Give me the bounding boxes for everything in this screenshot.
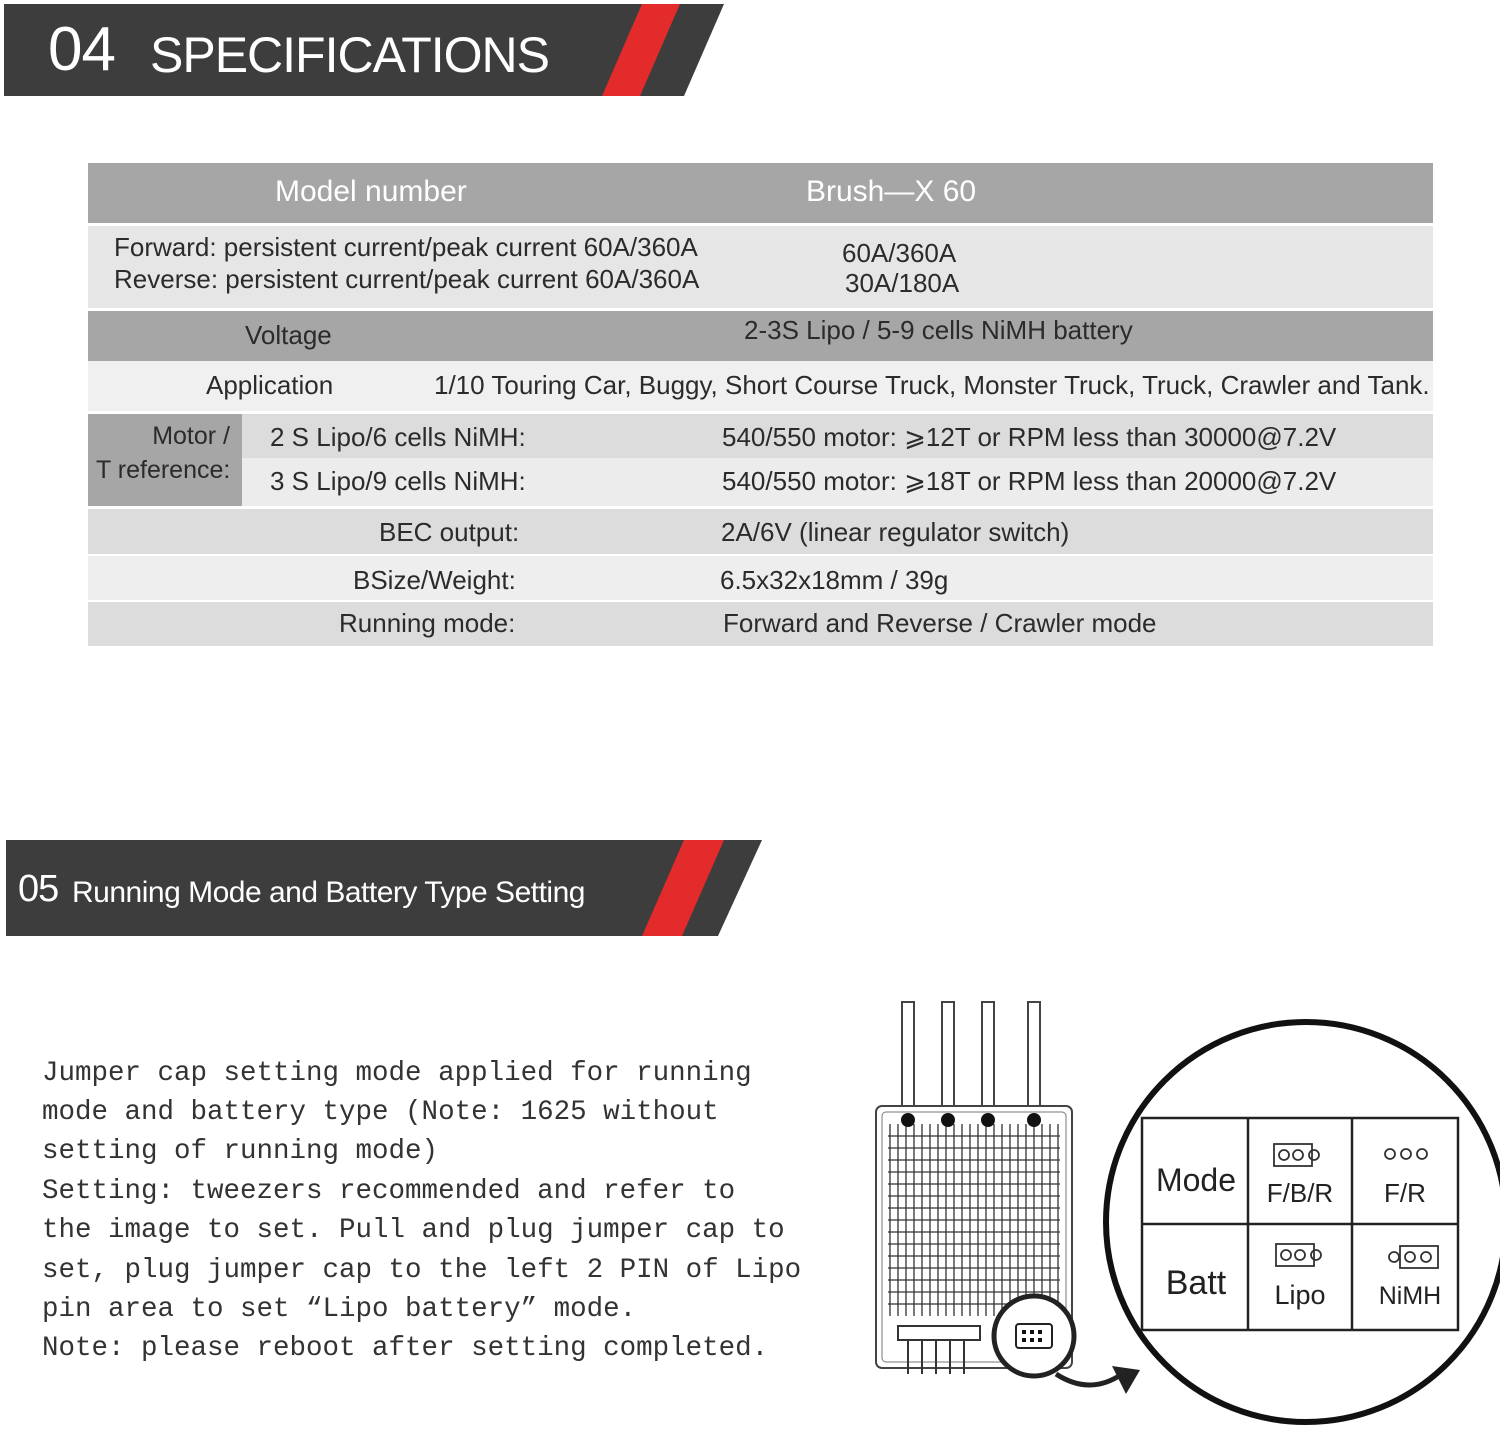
motor-label-line1: Motor /	[152, 422, 230, 450]
current-row	[88, 226, 1433, 308]
running-mode-label: Running mode:	[339, 608, 516, 638]
motor-battery-3s: 3 S Lipo/9 cells NiMH:	[270, 466, 526, 496]
running-mode-value: Forward and Reverse / Crawler mode	[723, 608, 1157, 638]
instruction-line: pin area to set “Lipo battery” mode.	[42, 1294, 637, 1325]
application-row	[88, 361, 1433, 411]
reverse-current-label: Reverse: persistent current/peak current 60A/360A	[114, 264, 700, 294]
instruction-line: Setting: tweezers recommended and refer to	[42, 1176, 736, 1207]
voltage-value: 2-3S Lipo / 5-9 cells NiMH battery	[744, 315, 1133, 345]
application-label: Application	[206, 370, 334, 400]
voltage-label: Voltage	[245, 320, 332, 350]
forward-current-value: 60A/360A	[842, 238, 957, 268]
running-mode-row	[88, 602, 1433, 646]
motor-value-3s: 540/550 motor: ⩾18T or RPM less than 20000@7.2V	[722, 466, 1337, 496]
reverse-current-value: 30A/180A	[845, 268, 960, 298]
model-number-label: Model number	[275, 175, 467, 208]
motor-reference-row	[88, 414, 1433, 506]
mode-option-fr: F/R	[1384, 1178, 1426, 1208]
voltage-row	[88, 311, 1433, 361]
batt-label: Batt	[1165, 1264, 1227, 1302]
mode-option-fbr: F/B/R	[1266, 1178, 1334, 1208]
instruction-line: Note: please reboot after setting completed.	[42, 1333, 769, 1364]
instruction-line: setting of running mode)	[42, 1136, 439, 1167]
forward-current-label: Forward: persistent current/peak current 60A/360A	[114, 232, 698, 262]
jumper-diagram	[860, 996, 1500, 1426]
model-number-value: Brush—X 60	[806, 175, 977, 208]
instruction-line: mode and battery type (Note: 1625 without	[42, 1097, 719, 1128]
motor-reference-label-cell	[88, 414, 242, 506]
bec-label: BEC output:	[379, 517, 520, 547]
section-title: Running Mode and Battery Type Setting	[72, 876, 585, 909]
size-weight-label: BSize/Weight:	[353, 565, 516, 595]
application-value: 1/10 Touring Car, Buggy, Short Course Truck, Monster Truck, Truck, Crawler and Tank.	[434, 370, 1430, 400]
motor-battery-2s: 2 S Lipo/6 cells NiMH:	[270, 422, 526, 452]
instruction-line: Jumper cap setting mode applied for running	[42, 1058, 752, 1089]
section-number: 04	[48, 15, 115, 84]
esc-board-illustration	[860, 996, 1500, 1426]
instruction-line: the image to set. Pull and plug jumper cap to	[42, 1215, 785, 1246]
section-number: 05	[18, 868, 59, 910]
section-04-banner	[4, 4, 724, 96]
bec-value: 2A/6V (linear regulator switch)	[721, 517, 1070, 547]
batt-option-lipo: Lipo	[1274, 1280, 1326, 1310]
motor-value-2s: 540/550 motor: ⩾12T or RPM less than 30000@7.2V	[722, 422, 1337, 452]
size-weight-value: 6.5x32x18mm / 39g	[720, 565, 949, 595]
section-05-banner	[6, 840, 762, 936]
mode-label: Mode	[1155, 1162, 1237, 1198]
instruction-line: set, plug jumper cap to the left 2 PIN of Lipo	[42, 1255, 802, 1286]
size-weight-row	[88, 556, 1433, 600]
motor-label-line2: T reference:	[96, 456, 231, 484]
bec-row	[88, 509, 1433, 554]
section-title: SPECIFICATIONS	[150, 27, 550, 83]
batt-option-nimh: NiMH	[1378, 1282, 1442, 1310]
table-header-row	[88, 163, 1433, 223]
